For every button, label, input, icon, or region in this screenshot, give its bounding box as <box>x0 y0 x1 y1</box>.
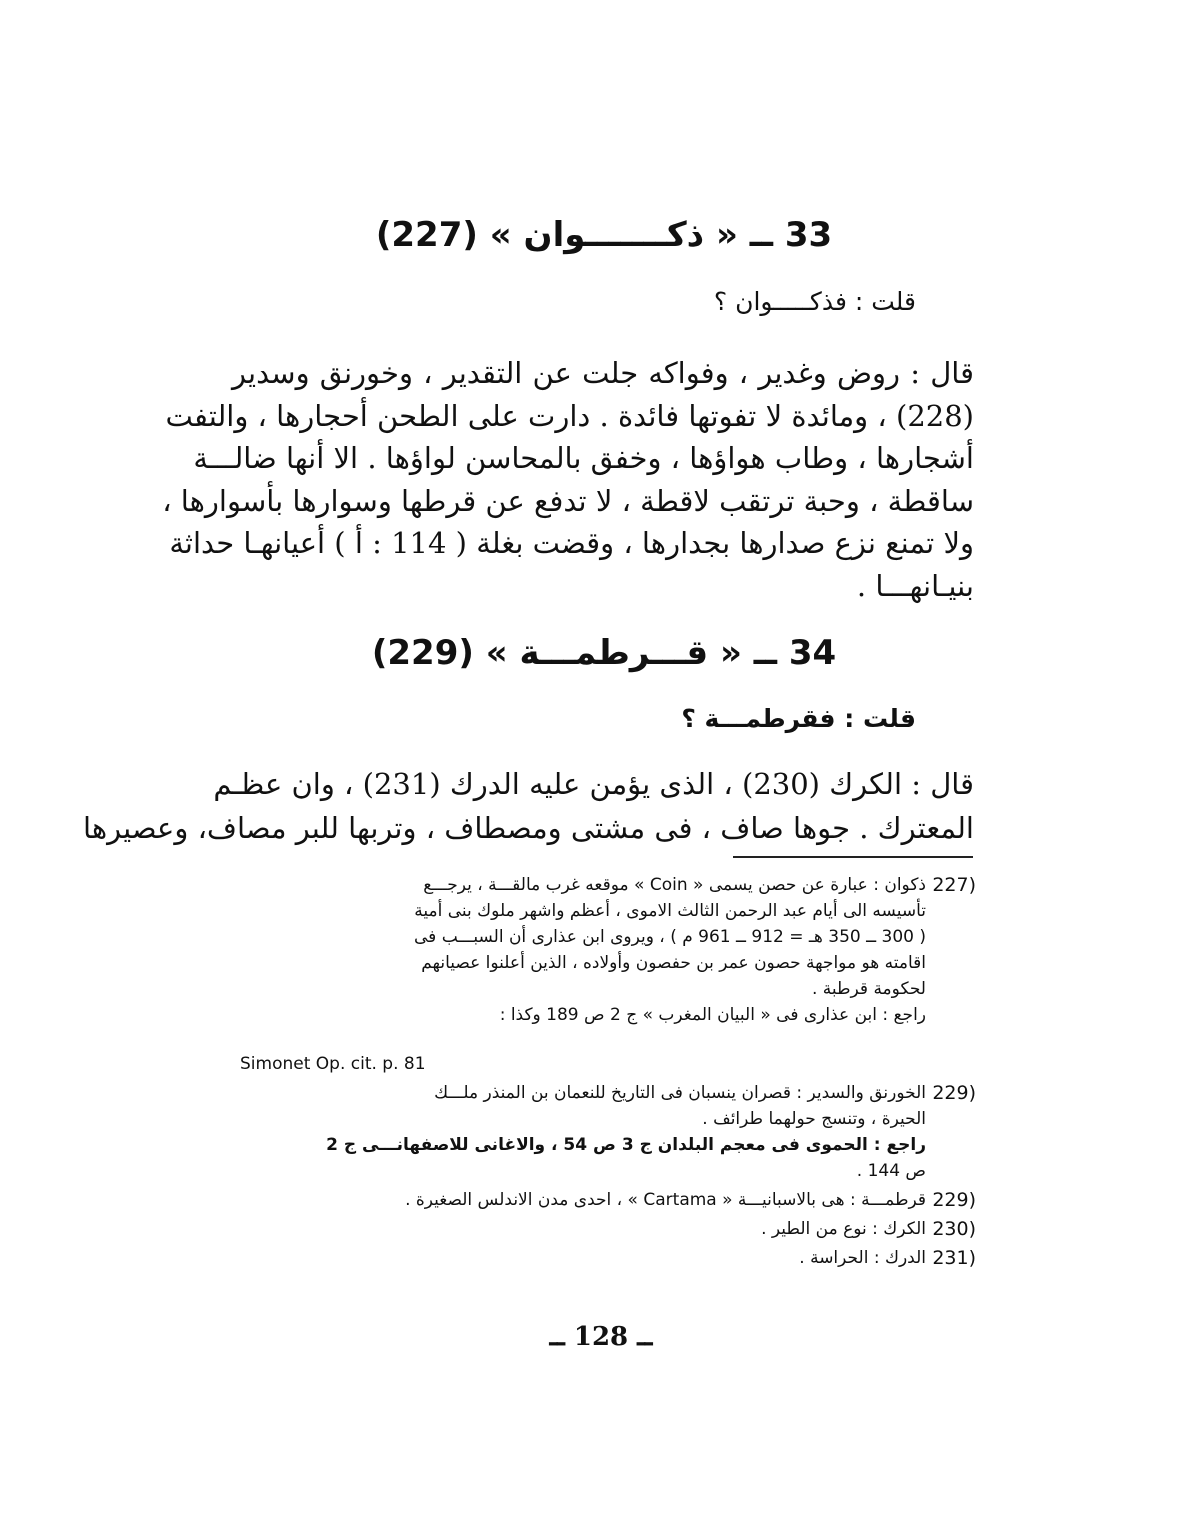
footnote-separator <box>733 856 973 858</box>
section-heading-34: 34 ــ « قـــرطمـــة » (229) <box>371 633 837 673</box>
footnote-line: لحكومة قرطبة . <box>811 979 926 999</box>
body-line: (228) ، ومائدة لا تفوتها فائدة . دارت على الطحن أحجارها ، والتفت <box>165 398 974 433</box>
body-paragraph-33 <box>162 352 974 607</box>
footnote-text <box>228 1080 926 1184</box>
question-line-33: قلت : فذكـــــوان ؟ <box>713 287 916 316</box>
footnote-line: قرطمـــة : هى بالاسبانيـــة « Cartama » ، احدى مدن الاندلس الصغيرة . <box>405 1190 926 1210</box>
footnote-line: راجع : الحموى فى معجم البلدان ج 3 ص 54 ، والاغانى للاصفهانـــى ج 2 <box>326 1135 926 1155</box>
latin-reference: Simonet Op. cit. p. 81 <box>240 1054 426 1074</box>
body-paragraph-34 <box>83 762 974 850</box>
footnote-text <box>228 1216 926 1242</box>
body-line: قال : الكرك (230) ، الذى يؤمن عليه الدرك (231) ، وان عظـم <box>213 767 974 801</box>
footnote-line: الكرك : نوع من الطير . <box>761 1219 926 1239</box>
footnote-230 <box>228 1216 976 1242</box>
body-line: قال : روض وغدير ، وفواكه جلت عن التقدير ، وخورنق وسدير <box>232 356 974 390</box>
footnote-229b <box>228 1187 976 1213</box>
footnote-number: 231) <box>932 1247 976 1269</box>
footnote-line: ص 144 . <box>856 1161 926 1181</box>
footnote-line: الحيرة ، وتنسج حولهما طرائف . <box>702 1109 926 1129</box>
footnote-text <box>228 1187 926 1213</box>
footnote-line: ( 300 ــ 350 هـ = 912 ــ 961 م ) ، ويروى ابن عذارى أن السبـــب فى <box>414 927 926 947</box>
footnote-number: 229) <box>932 1189 976 1211</box>
footnote-number: 227) <box>932 874 976 896</box>
footnote-231 <box>228 1245 976 1271</box>
body-line: أشجارها ، وطاب هواؤها ، وخفق بالمحاسن لواؤها . الا أنها ضالـــة <box>193 441 974 475</box>
body-line: المعترك . جوها صاف ، فى مشتى ومصطاف ، وتربها للبر مصاف، وعصيرها <box>83 811 974 845</box>
body-line: بنيـانهـــا . <box>856 568 974 603</box>
section-heading-33: 33 ــ « ذكـــــــوان » (227) <box>375 215 833 255</box>
footnote-227 <box>228 872 976 1028</box>
body-line: ساقطة ، وحبة ترتقب لاقطة ، لا تدفع عن قرطها وسوارها بأسوارها ، <box>162 483 974 518</box>
page-number: ــ 128 ــ <box>549 1322 653 1352</box>
footnote-line: اقامته هو مواجهة حصون عمر بن حفصون وأولاده ، الذين أعلنوا عصيانهم <box>421 953 926 973</box>
footnote-number: 229) <box>932 1082 976 1104</box>
footnote-229a <box>228 1080 976 1184</box>
body-line: ولا تمنع نزع صدارها بجدارها ، وقضت بغلة ( 114 : أ ) أعيانهـا حداثة <box>169 526 974 560</box>
footnote-number: 230) <box>932 1218 976 1240</box>
footnote-line: راجع : ابن عذارى فى « البيان المغرب » ج 2 ص 189 وكذا : <box>499 1005 926 1025</box>
footnote-text <box>228 872 926 1028</box>
footnotes-block-bottom <box>228 1080 976 1274</box>
footnote-line: تأسيسه الى أيام عبد الرحمن الثالث الاموى ، أعظم واشهر ملوك بنى أمية <box>414 901 926 921</box>
footnote-text <box>228 1245 926 1271</box>
footnote-line: ذكوان : عبارة عن حصن يسمى « Coin » موقعه غرب مالقـــة ، يرجـــع <box>423 875 926 895</box>
question-line-34: قلت : فقرطمـــة ؟ <box>681 704 916 733</box>
footnote-line: الخورنق والسدير : قصران ينسبان فى التاريخ للنعمان بن المنذر ملـــك <box>434 1083 926 1103</box>
footnote-line: الدرك : الحراسة . <box>799 1248 926 1268</box>
footnotes-block-top <box>228 872 976 1031</box>
